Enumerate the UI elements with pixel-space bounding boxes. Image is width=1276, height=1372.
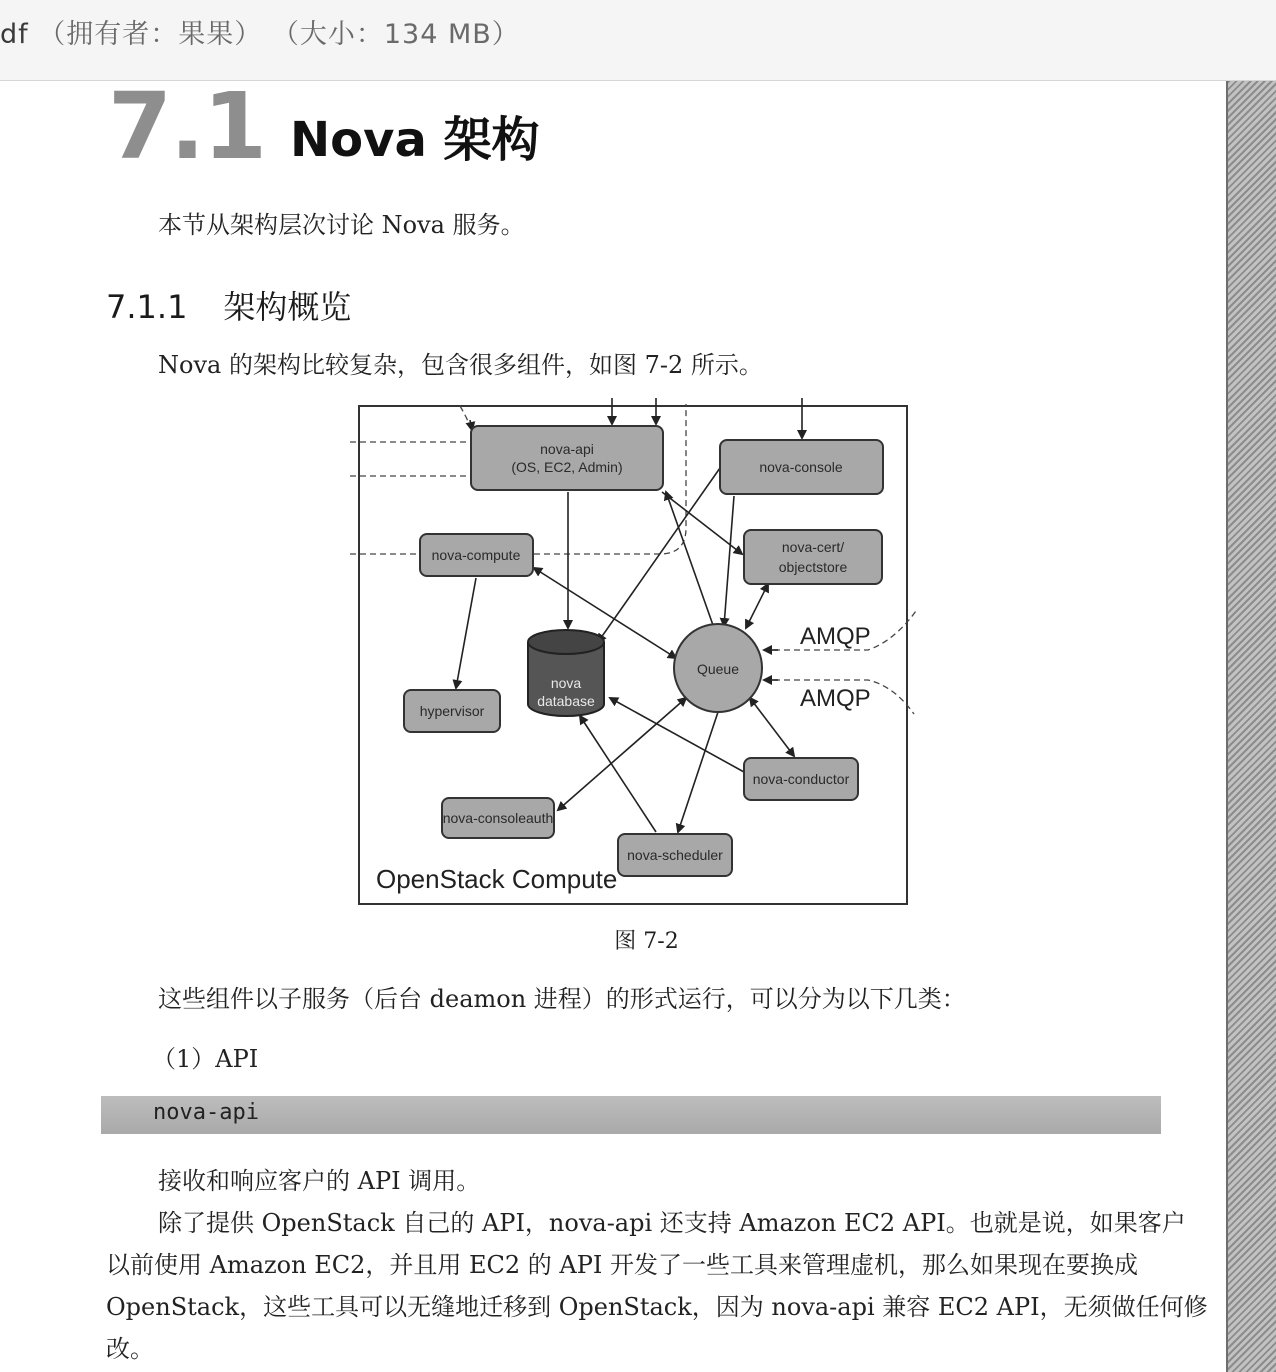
figure-caption-text: 图 7-2 (614, 929, 679, 954)
nova-database-label: nova (550, 675, 582, 691)
node-nova-consoleauth (442, 798, 554, 838)
node-nova-database (528, 630, 604, 716)
amqp-label-bottom: AMQP (800, 685, 871, 712)
frame-label: OpenStack Compute (376, 864, 618, 894)
paragraph-ec2-line-2: 以前使用 Amazon EC2，并且用 EC2 的 API 开发了一些工具来管理虚机，那么如果现在要换成 (106, 1251, 1138, 1279)
document-name: df (0, 19, 29, 50)
window-titlebar (0, 0, 1276, 81)
figure-caption (0, 924, 1276, 955)
node-nova-conductor (744, 758, 858, 800)
code-label: nova-api (153, 1100, 259, 1125)
section-title: 架构概览 (223, 288, 352, 326)
code-bar (101, 1096, 1161, 1134)
amqp-label-top: AMQP (800, 623, 871, 650)
paragraph-figure-intro: Nova 的架构比较复杂，包含很多组件，如图 7-2 所示。 (158, 351, 763, 379)
nova-conductor-label: nova-conductor (752, 771, 850, 787)
nova-console-label: nova-console (759, 459, 843, 475)
section-heading (106, 282, 351, 328)
nova-api-label: nova-api (540, 441, 594, 457)
paragraph-ec2-line-3: OpenStack，这些工具可以无缝地迁移到 OpenStack，因为 nova-api 兼容 EC2 API，无须做任何修 (106, 1293, 1208, 1321)
paragraph-ec2-line-4: 改。 (106, 1335, 154, 1363)
chapter-number: 7.1 (108, 73, 265, 180)
nova-database-sublabel: database (537, 693, 595, 709)
node-hypervisor (404, 690, 500, 732)
section-number: 7.1.1 (106, 288, 188, 326)
paragraph-ec2-line-1: 除了提供 OpenStack 自己的 API，nova-api 还支持 Amazon EC2 API。也就是说，如果客户 (158, 1209, 1186, 1237)
paragraph-components: 这些组件以子服务（后台 deamon 进程）的形式运行，可以分为以下几类： (158, 985, 966, 1013)
nova-api-sublabel: (OS, EC2, Admin) (511, 459, 623, 475)
nova-cert-label: nova-cert/ (781, 539, 845, 555)
node-nova-console (720, 440, 883, 494)
owner-label: （拥有者：果果） (38, 19, 263, 50)
chapter-title: Nova 架构 (290, 112, 540, 168)
size-label: （大小：134 MB） (271, 19, 520, 50)
document-page (0, 73, 1226, 1372)
objectstore-label: objectstore (778, 559, 848, 575)
node-nova-api (471, 426, 663, 490)
node-nova-scheduler (618, 834, 732, 876)
node-queue (674, 624, 762, 712)
hypervisor-label: hypervisor (419, 703, 485, 719)
window-title (0, 12, 520, 51)
nova-scheduler-label: nova-scheduler (627, 847, 723, 863)
scrollbar-gutter[interactable] (1226, 81, 1276, 1372)
node-nova-cert (744, 530, 882, 584)
nova-compute-label: nova-compute (431, 547, 521, 563)
nova-consoleauth-label: nova-consoleauth (442, 810, 554, 826)
architecture-diagram (348, 396, 920, 914)
list-item-api: （1）API (152, 1045, 259, 1073)
node-nova-compute (420, 534, 533, 576)
intro-paragraph: 本节从架构层次讨论 Nova 服务。 (158, 211, 525, 239)
paragraph-api-description: 接收和响应客户的 API 调用。 (158, 1167, 481, 1195)
queue-label: Queue (696, 661, 740, 677)
